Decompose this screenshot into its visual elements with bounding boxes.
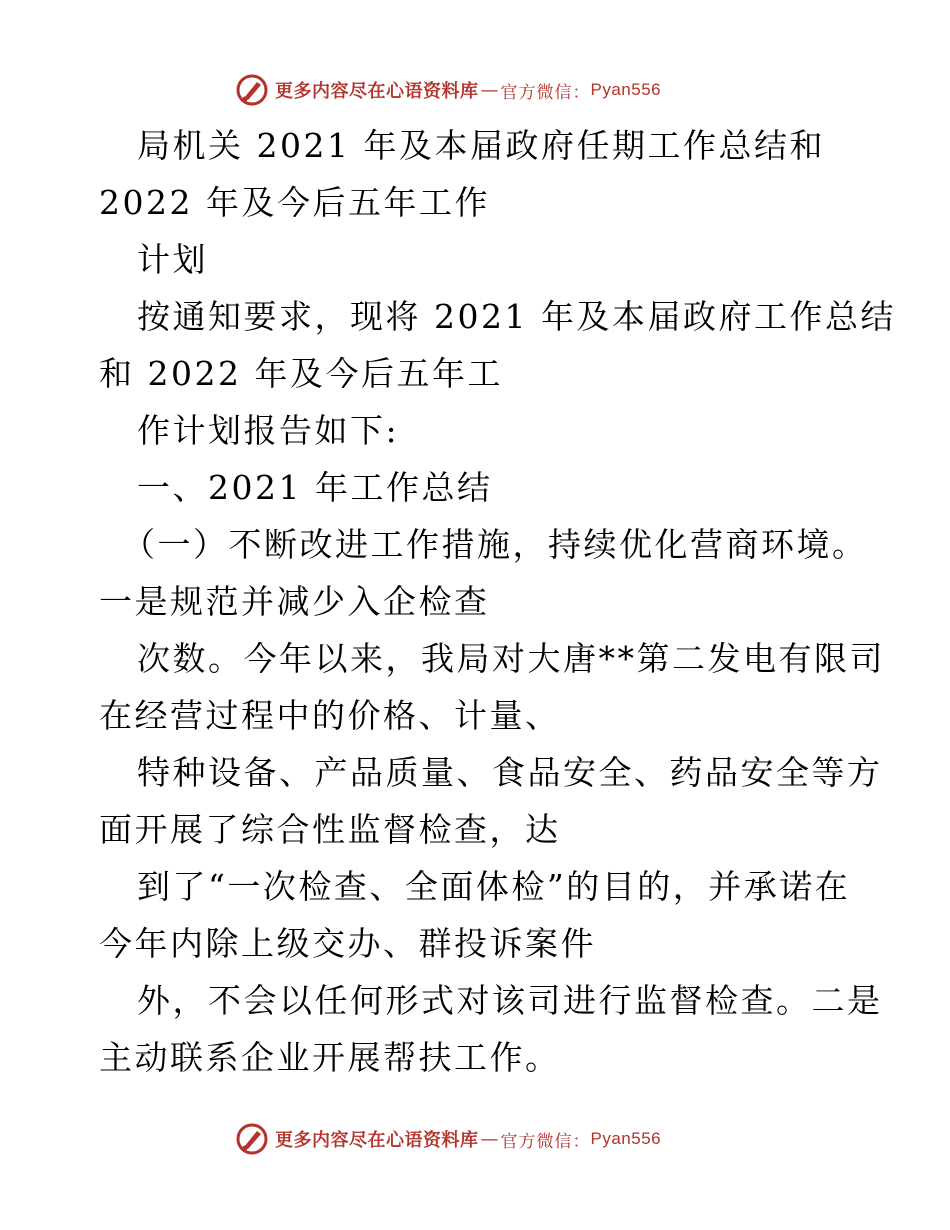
section-heading: 一、2021 年工作总结 [137,468,493,507]
watermark-sub-text: 官方微信： [500,1131,591,1152]
watermark-dash: — [480,79,499,101]
title-line-1: 局机关 2021 年及本届政府任期工作总结和 [137,126,825,165]
brand-logo-icon [235,73,269,107]
body-line: 和 2022 年及今后五年工 [99,354,503,393]
watermark-id: Pyan556 [590,1129,662,1148]
subsection-heading: （一）不断改进工作措施，持续优化营商环境。 [122,525,868,564]
body-line: 在经营过程中的价格、计量、 [99,696,561,735]
watermark-id: Pyan556 [590,80,662,99]
body-line: 按通知要求，现将 2021 年及本届政府工作总结 [137,297,896,336]
body-line: 一是规范并减少入企检查 [99,582,490,621]
brand-logo-icon [235,1122,269,1156]
watermark-sub-text: 官方微信： [500,82,591,103]
title-line-2: 2022 年及今后五年工作 [99,183,490,222]
body-line: 到了“一次检查、全面体检”的目的，并承诺在 [137,867,851,906]
watermark-footer [235,1121,661,1157]
body-line: 今年内除上级交办、群投诉案件 [99,924,596,963]
watermark-header [235,72,661,108]
watermark-main-text: 更多内容尽在心语资料库 [275,81,479,102]
body-line: 作计划报告如下: [137,411,400,450]
title-line-3: 计划 [137,240,208,279]
watermark-main-text: 更多内容尽在心语资料库 [275,1130,479,1151]
watermark-dash: — [480,1128,499,1150]
body-line: 外，不会以任何形式对该司进行监督检查。二是 [137,981,883,1020]
body-line: 面开展了综合性监督检查，达 [99,810,561,849]
body-line: 特种设备、产品质量、食品安全、药品安全等方 [137,753,883,792]
body-line: 次数。今年以来，我局对大唐**第二发电有限司 [137,639,885,678]
body-line: 主动联系企业开展帮扶工作。 [99,1038,561,1077]
